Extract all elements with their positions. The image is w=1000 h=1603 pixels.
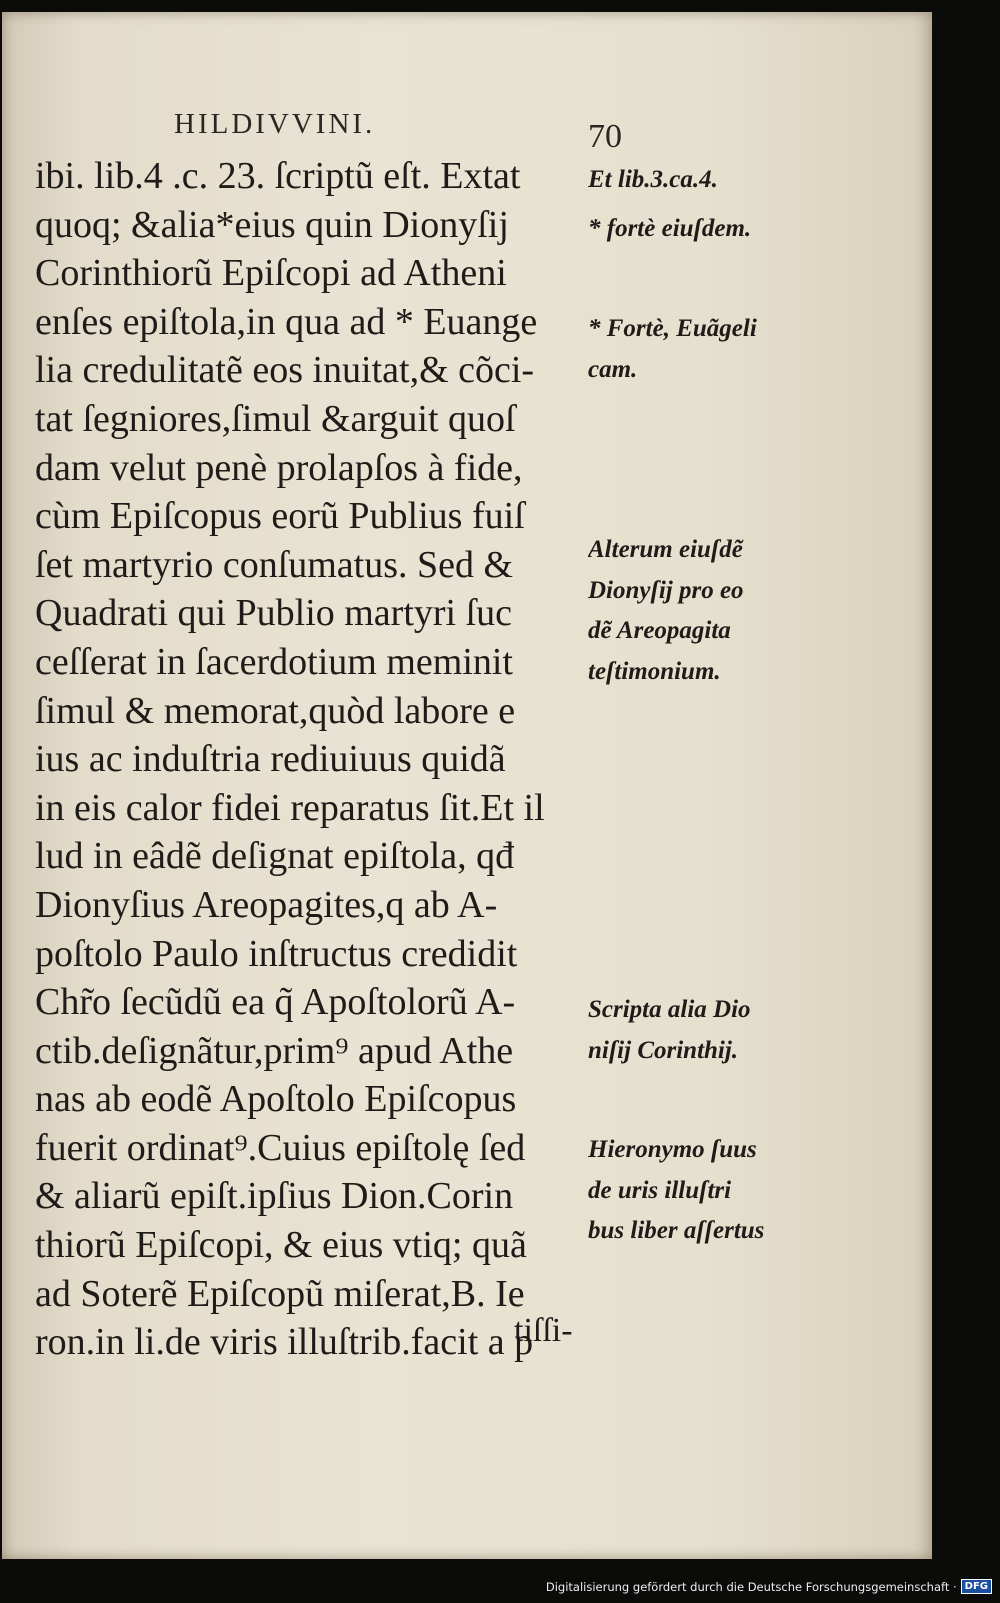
text-line: ſimul & memorat,quòd labore e (35, 689, 516, 732)
marginal-note (588, 160, 928, 201)
text-line: thiorũ Epiſcopi, & eius vtiq; quã (35, 1224, 527, 1267)
text-line: cùm Epiſcopus eorũ Publius fuiſ (35, 495, 525, 538)
marginal-line: Hieronymo ſuus (588, 1136, 757, 1163)
text-line: ceſſerat in ſacerdotium meminit (35, 640, 513, 683)
text-line: ctib.deſignãtur,prim⁹ apud Athe (35, 1029, 514, 1072)
text-line: fuerit ordinat⁹.Cuius epiſtolę ſed (35, 1126, 526, 1169)
catchword: tiſſi- (514, 1312, 573, 1349)
marginal-line: Et lib.3.ca.4. (588, 166, 718, 193)
marginal-line: bus liber aſſertus (588, 1217, 765, 1244)
marginal-line: Dionyſij pro eo (588, 576, 744, 604)
marginal-line: teſtimonium. (588, 657, 721, 685)
marginal-line: niſij Corinthij. (588, 1036, 739, 1064)
text-line: lia credulitatẽ eos inuitat,& cõci- (35, 349, 535, 392)
text-line: Chr̃o ſecũdũ ea q̃ Apoſtolorũ A- (35, 981, 516, 1024)
marginal-line: * fortè eiuſdem. (588, 215, 752, 242)
credit-text: Digitalisierung gefördert durch die Deutsche Forschungsgemeinschaft · (545, 1579, 957, 1594)
text-line: lud in eâdẽ deſignat epiſtola, qđ (35, 835, 515, 878)
text-line: ius ac induſtria rediuiuus quidã (35, 738, 506, 781)
book-page (2, 12, 932, 1559)
text-line: Dionyſius Areopagites,q ab A- (35, 883, 498, 926)
dfg-logo-icon: DFG (961, 1579, 992, 1594)
text-line: in eis calor fidei reparatus ſit.Et il (35, 786, 545, 829)
marginal-line: de uris illuſtri (588, 1176, 732, 1204)
text-line: ibi. lib.4 .c. 23. ſcriptũ eſt. Extat (35, 155, 521, 197)
marginal-line: cam. (588, 355, 638, 383)
running-head: HILDIVVINI. (174, 108, 376, 140)
text-line: Corinthiorũ Epiſcopi ad Atheni (35, 252, 507, 295)
text-line: Quadrati qui Publio martyri ſuc (35, 592, 513, 635)
marginal-note (588, 309, 928, 390)
text-line: ſet martyrio conſumatus. Sed & (35, 543, 514, 586)
text-line: tat ſegniores,ſimul &arguit quoſ (35, 397, 516, 440)
text-line: nas ab eodẽ Apoſtolo Epiſcopus (35, 1078, 517, 1121)
marginal-line: dẽ Areopagita (588, 617, 731, 644)
marginal-line: Alterum eiuſdẽ (588, 536, 743, 563)
text-line: ron.in li.de viris illuſtrib.facit a p (35, 1321, 534, 1364)
text-line: dam velut penè prolapſos à fide, (35, 446, 523, 489)
page-number: 70 (588, 118, 622, 155)
marginal-line: Scripta alia Dio (588, 996, 751, 1023)
text-line: poſtolo Paulo inſtructus credidit (35, 932, 518, 975)
text-line: & aliarũ epiſt.ipſius Dion.Corin (35, 1175, 514, 1218)
text-line: ad Soterẽ Epiſcopũ miſerat,B. Ie (35, 1272, 525, 1315)
text-line: enſes epiſtola,in qua ad * Euange (35, 300, 538, 343)
text-line: quoq; &alia*eius quin Dionyſij (35, 203, 509, 246)
marginal-note (588, 990, 928, 1071)
marginal-note (588, 530, 928, 692)
body-text (35, 152, 595, 1367)
marginal-note (588, 1130, 928, 1252)
digitization-credit (546, 1579, 992, 1594)
marginal-line: * Fortè, Euãgeli (588, 315, 757, 342)
marginal-note (588, 209, 928, 250)
